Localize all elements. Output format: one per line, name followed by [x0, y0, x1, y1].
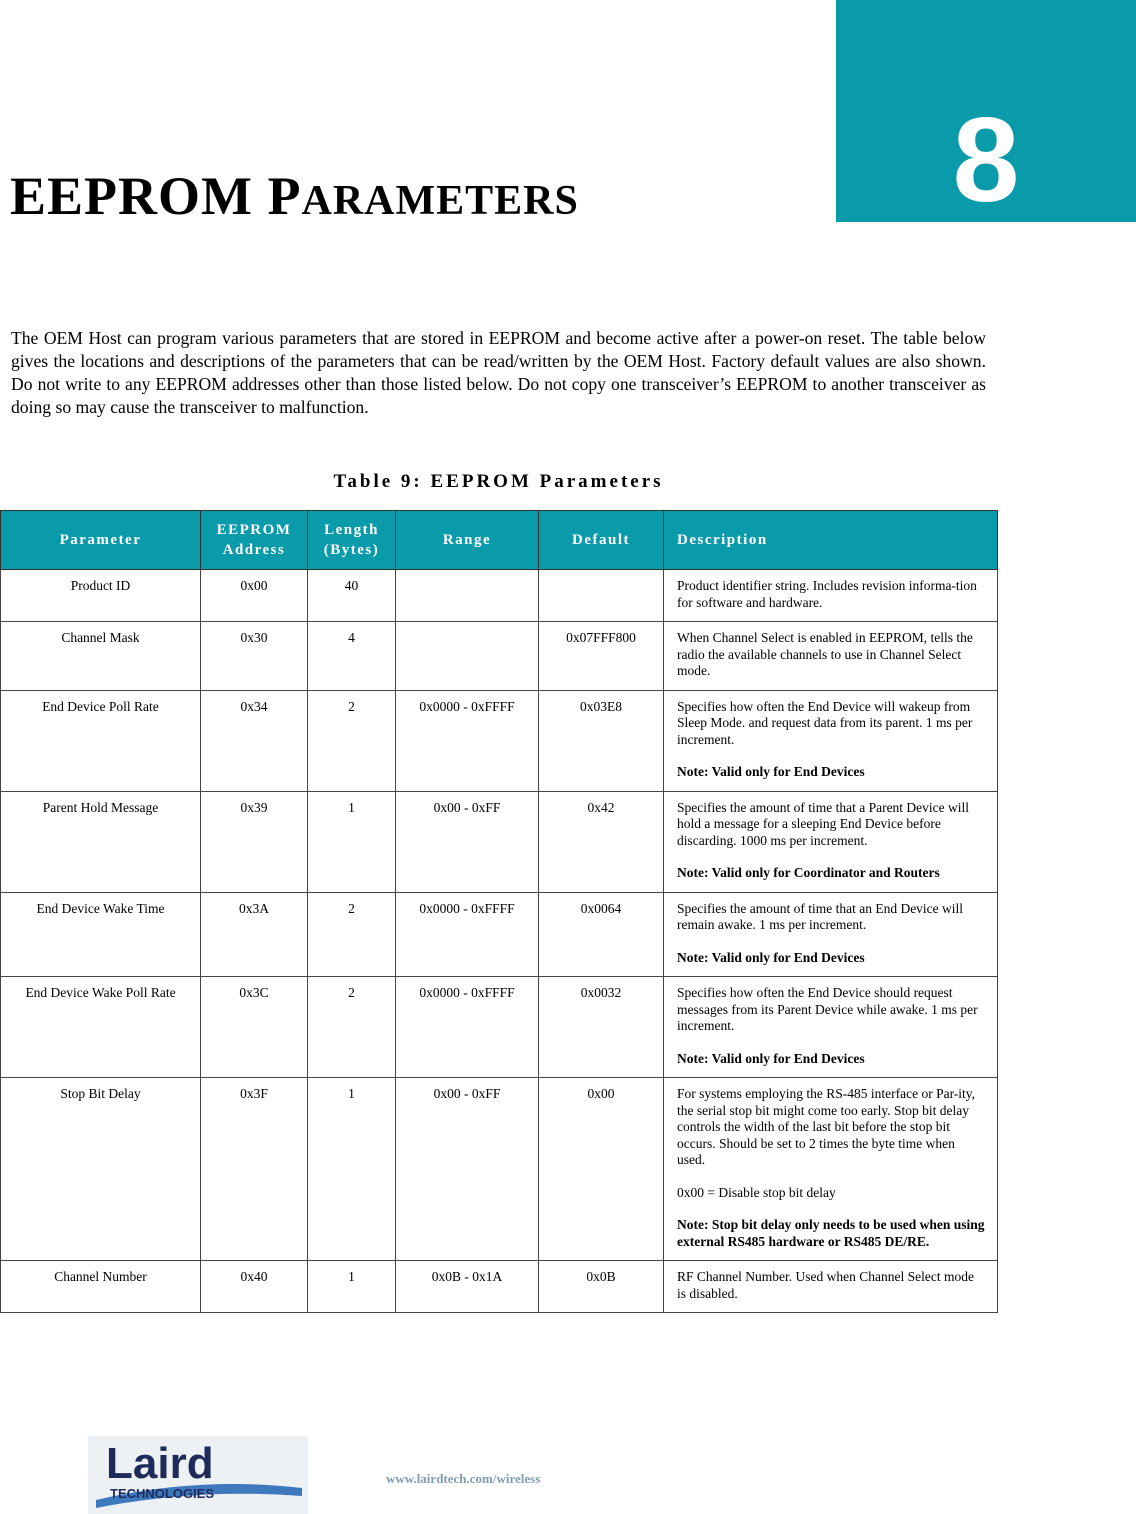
cell-length: 1 [308, 791, 396, 892]
table-row [1, 622, 998, 691]
cell-parameter: End Device Poll Rate [1, 690, 201, 791]
table-header-row [1, 511, 998, 570]
table-row [1, 892, 998, 977]
cell-description [664, 977, 998, 1078]
eeprom-parameters-table [0, 510, 998, 1313]
description-text: For systems employing the RS-485 interface or Par-ity, the serial stop bit might come too early. Stop bit delay controls the width of the last bit before the stop bit occurs. Should be set to 2 times the byte time when used. [677, 1086, 976, 1167]
table-row [1, 570, 998, 622]
cell-description [664, 622, 998, 691]
description-text: Product identifier string. Includes revision informa-tion for software and hardware. [677, 578, 977, 610]
svg-text:Laird: Laird [106, 1439, 214, 1488]
cell-address: 0x40 [201, 1261, 308, 1313]
cell-parameter: Parent Hold Message [1, 791, 201, 892]
chapter-tab [836, 0, 1136, 227]
cell-length: 1 [308, 1261, 396, 1313]
cell-range: 0x0000 - 0xFFFF [396, 977, 539, 1078]
header-range: Range [396, 511, 539, 570]
description-note: Note: Valid only for End Devices [677, 1050, 865, 1066]
cell-default: 0x0B [539, 1261, 664, 1313]
cell-description [664, 570, 998, 622]
cell-range: 0x00 - 0xFF [396, 791, 539, 892]
cell-default: 0x0032 [539, 977, 664, 1078]
cell-address: 0x3F [201, 1078, 308, 1261]
cell-default: 0x0064 [539, 892, 664, 977]
intro-paragraph: The OEM Host can program various parameters that are stored in EEPROM and become active after a power-on reset. The table below gives the locations and descriptions of the parameters that can be read/written by the OEM Host. Factory default values are also shown. Do not write to any EEPROM addresses other than those listed below. Do not copy one transceiver’s EEPROM to another transceiver as doing so may cause the transceiver to malfunction. [11, 328, 986, 417]
description-text: Specifies the amount of time that a Parent Device will hold a message for a sleeping End Device before discarding. 1000 ms per increment. [677, 799, 970, 848]
cell-address: 0x34 [201, 690, 308, 791]
cell-description [664, 791, 998, 892]
chapter-title-first: EEPROM P [10, 166, 302, 226]
cell-parameter: End Device Wake Poll Rate [1, 977, 201, 1078]
table-row [1, 1261, 998, 1313]
cell-parameter: Channel Mask [1, 622, 201, 691]
chapter-number: 8 [952, 93, 1020, 227]
cell-default: 0x03E8 [539, 690, 664, 791]
chapter-title [10, 160, 579, 237]
cell-default: 0x07FFF800 [539, 622, 664, 691]
cell-description [664, 892, 998, 977]
cell-range [396, 570, 539, 622]
description-text: RF Channel Number. Used when Channel Select mode is disabled. [677, 1269, 974, 1301]
cell-range: 0x0B - 0x1A [396, 1261, 539, 1313]
header-description: Description [664, 511, 998, 570]
description-text: 0x00 = Disable stop bit delay [677, 1184, 836, 1200]
header-default: Default [539, 511, 664, 570]
cell-address: 0x30 [201, 622, 308, 691]
table-body [1, 570, 998, 1313]
cell-default: 0x00 [539, 1078, 664, 1261]
cell-parameter: Stop Bit Delay [1, 1078, 201, 1261]
cell-range: 0x0000 - 0xFFFF [396, 690, 539, 791]
table-row [1, 977, 998, 1078]
cell-address: 0x39 [201, 791, 308, 892]
header-address: EEPROM Address [201, 511, 308, 570]
header-length: Length (Bytes) [308, 511, 396, 570]
cell-parameter: Product ID [1, 570, 201, 622]
cell-address: 0x3A [201, 892, 308, 977]
description-note: Note: Stop bit delay only needs to be used when using external RS485 hardware or RS485 DE/RE. [677, 1217, 985, 1249]
cell-address: 0x00 [201, 570, 308, 622]
cell-range: 0x00 - 0xFF [396, 1078, 539, 1261]
description-text: Specifies the amount of time that an End Device will remain awake. 1 ms per increment. [677, 900, 964, 932]
table-caption: Table 9: EEPROM Parameters [333, 471, 664, 492]
description-note: Note: Valid only for Coordinator and Routers [677, 865, 940, 880]
chapter-title-rest: ARAMETERS [301, 178, 579, 224]
cell-parameter: Channel Number [1, 1261, 201, 1313]
cell-range [396, 622, 539, 691]
cell-default [539, 570, 664, 622]
cell-length: 40 [308, 570, 396, 622]
cell-description [664, 1078, 998, 1261]
table-row [1, 1078, 998, 1261]
cell-range: 0x0000 - 0xFFFF [396, 892, 539, 977]
cell-length: 2 [308, 977, 396, 1078]
description-text: Specifies how often the End Device will wakeup from Sleep Mode. and request data from its parent. 1 ms per increment. [677, 698, 973, 747]
description-note: Note: Valid only for End Devices [677, 764, 865, 779]
cell-description [664, 690, 998, 791]
cell-address: 0x3C [201, 977, 308, 1078]
description-text: Specifies how often the End Device should request messages from its Parent Device while awake. 1 ms per increment. [677, 985, 978, 1033]
cell-default: 0x42 [539, 791, 664, 892]
header-parameter: Parameter [1, 511, 201, 570]
cell-length: 2 [308, 690, 396, 791]
table-row [1, 791, 998, 892]
laird-logo-icon [88, 1436, 308, 1514]
cell-parameter: End Device Wake Time [1, 892, 201, 977]
description-note: Note: Valid only for End Devices [677, 949, 865, 965]
svg-text:TECHNOLOGIES: TECHNOLOGIES [110, 1486, 215, 1501]
description-text: When Channel Select is enabled in EEPROM, tells the radio the available channels to use in Channel Select mode. [677, 630, 973, 678]
table-row [1, 690, 998, 791]
cell-length: 2 [308, 892, 396, 977]
footer-url[interactable]: www.lairdtech.com/wireless [386, 1471, 541, 1486]
cell-length: 1 [308, 1078, 396, 1261]
cell-length: 4 [308, 622, 396, 691]
cell-description [664, 1261, 998, 1313]
